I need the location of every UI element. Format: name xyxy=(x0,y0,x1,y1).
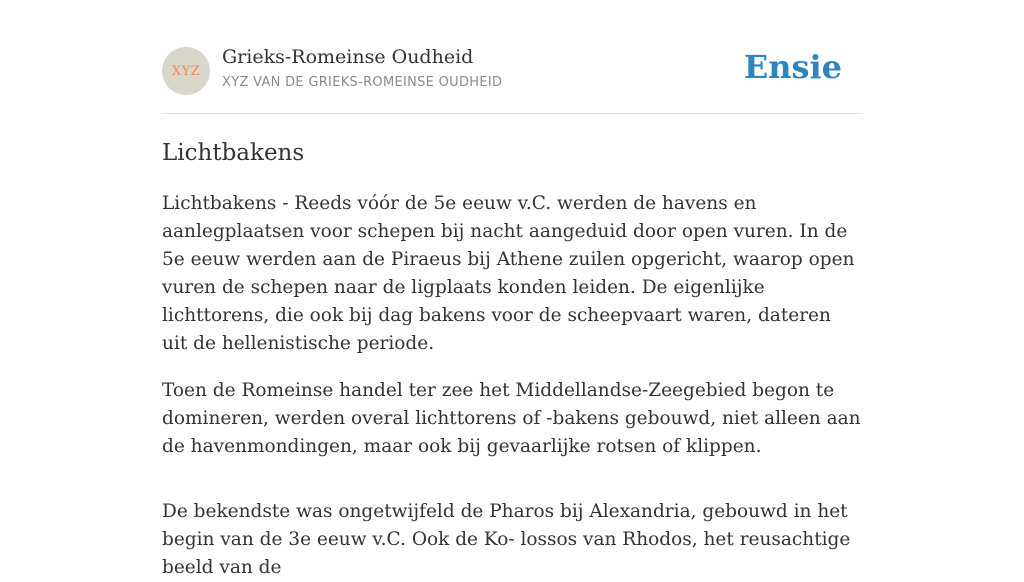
article-title: Lichtbakens xyxy=(162,140,305,166)
page xyxy=(162,0,862,582)
source-title[interactable]: Grieks-Romeinse Oudheid xyxy=(222,46,474,68)
article-paragraph: Lichtbakens - Reeds vóór de 5e eeuw v.C. werden de havens en aanlegplaatsen voor schepen bij nacht aangeduid door open vuren. In de 5e eeuw werden aan de Piraeus bij Athene zuilen opgericht, waarop open vuren de schepen naar de ligplaats konden leiden. De eigenlijke lichttorens, die ook bij dag bakens voor de scheepvaart waren, dateren uit de hellenistische periode. xyxy=(162,193,855,354)
article-paragraph: De bekendste was ongetwijfeld de Pharos bij Alexandria, gebouwd in het begin van de 3e eeuw v.C. Ook de Ko- lossos van Rhodos, het reusachtige beeld van de xyxy=(162,501,851,578)
source-subtitle: XYZ VAN DE GRIEKS-ROMEINSE OUDHEID xyxy=(222,75,503,90)
source-avatar[interactable]: XYZ xyxy=(162,47,210,95)
article-paragraph: Toen de Romeinse handel ter zee het Middellandse-Zeegebied begon te domineren, werden overal lichttorens of -bakens gebouwd, niet alleen aan de havenmondingen, maar ook bij gevaarlijke rotsen of klippen. xyxy=(162,380,861,457)
article-body xyxy=(162,190,862,582)
ensie-logo[interactable]: Ensie xyxy=(743,48,842,86)
header xyxy=(162,0,862,114)
